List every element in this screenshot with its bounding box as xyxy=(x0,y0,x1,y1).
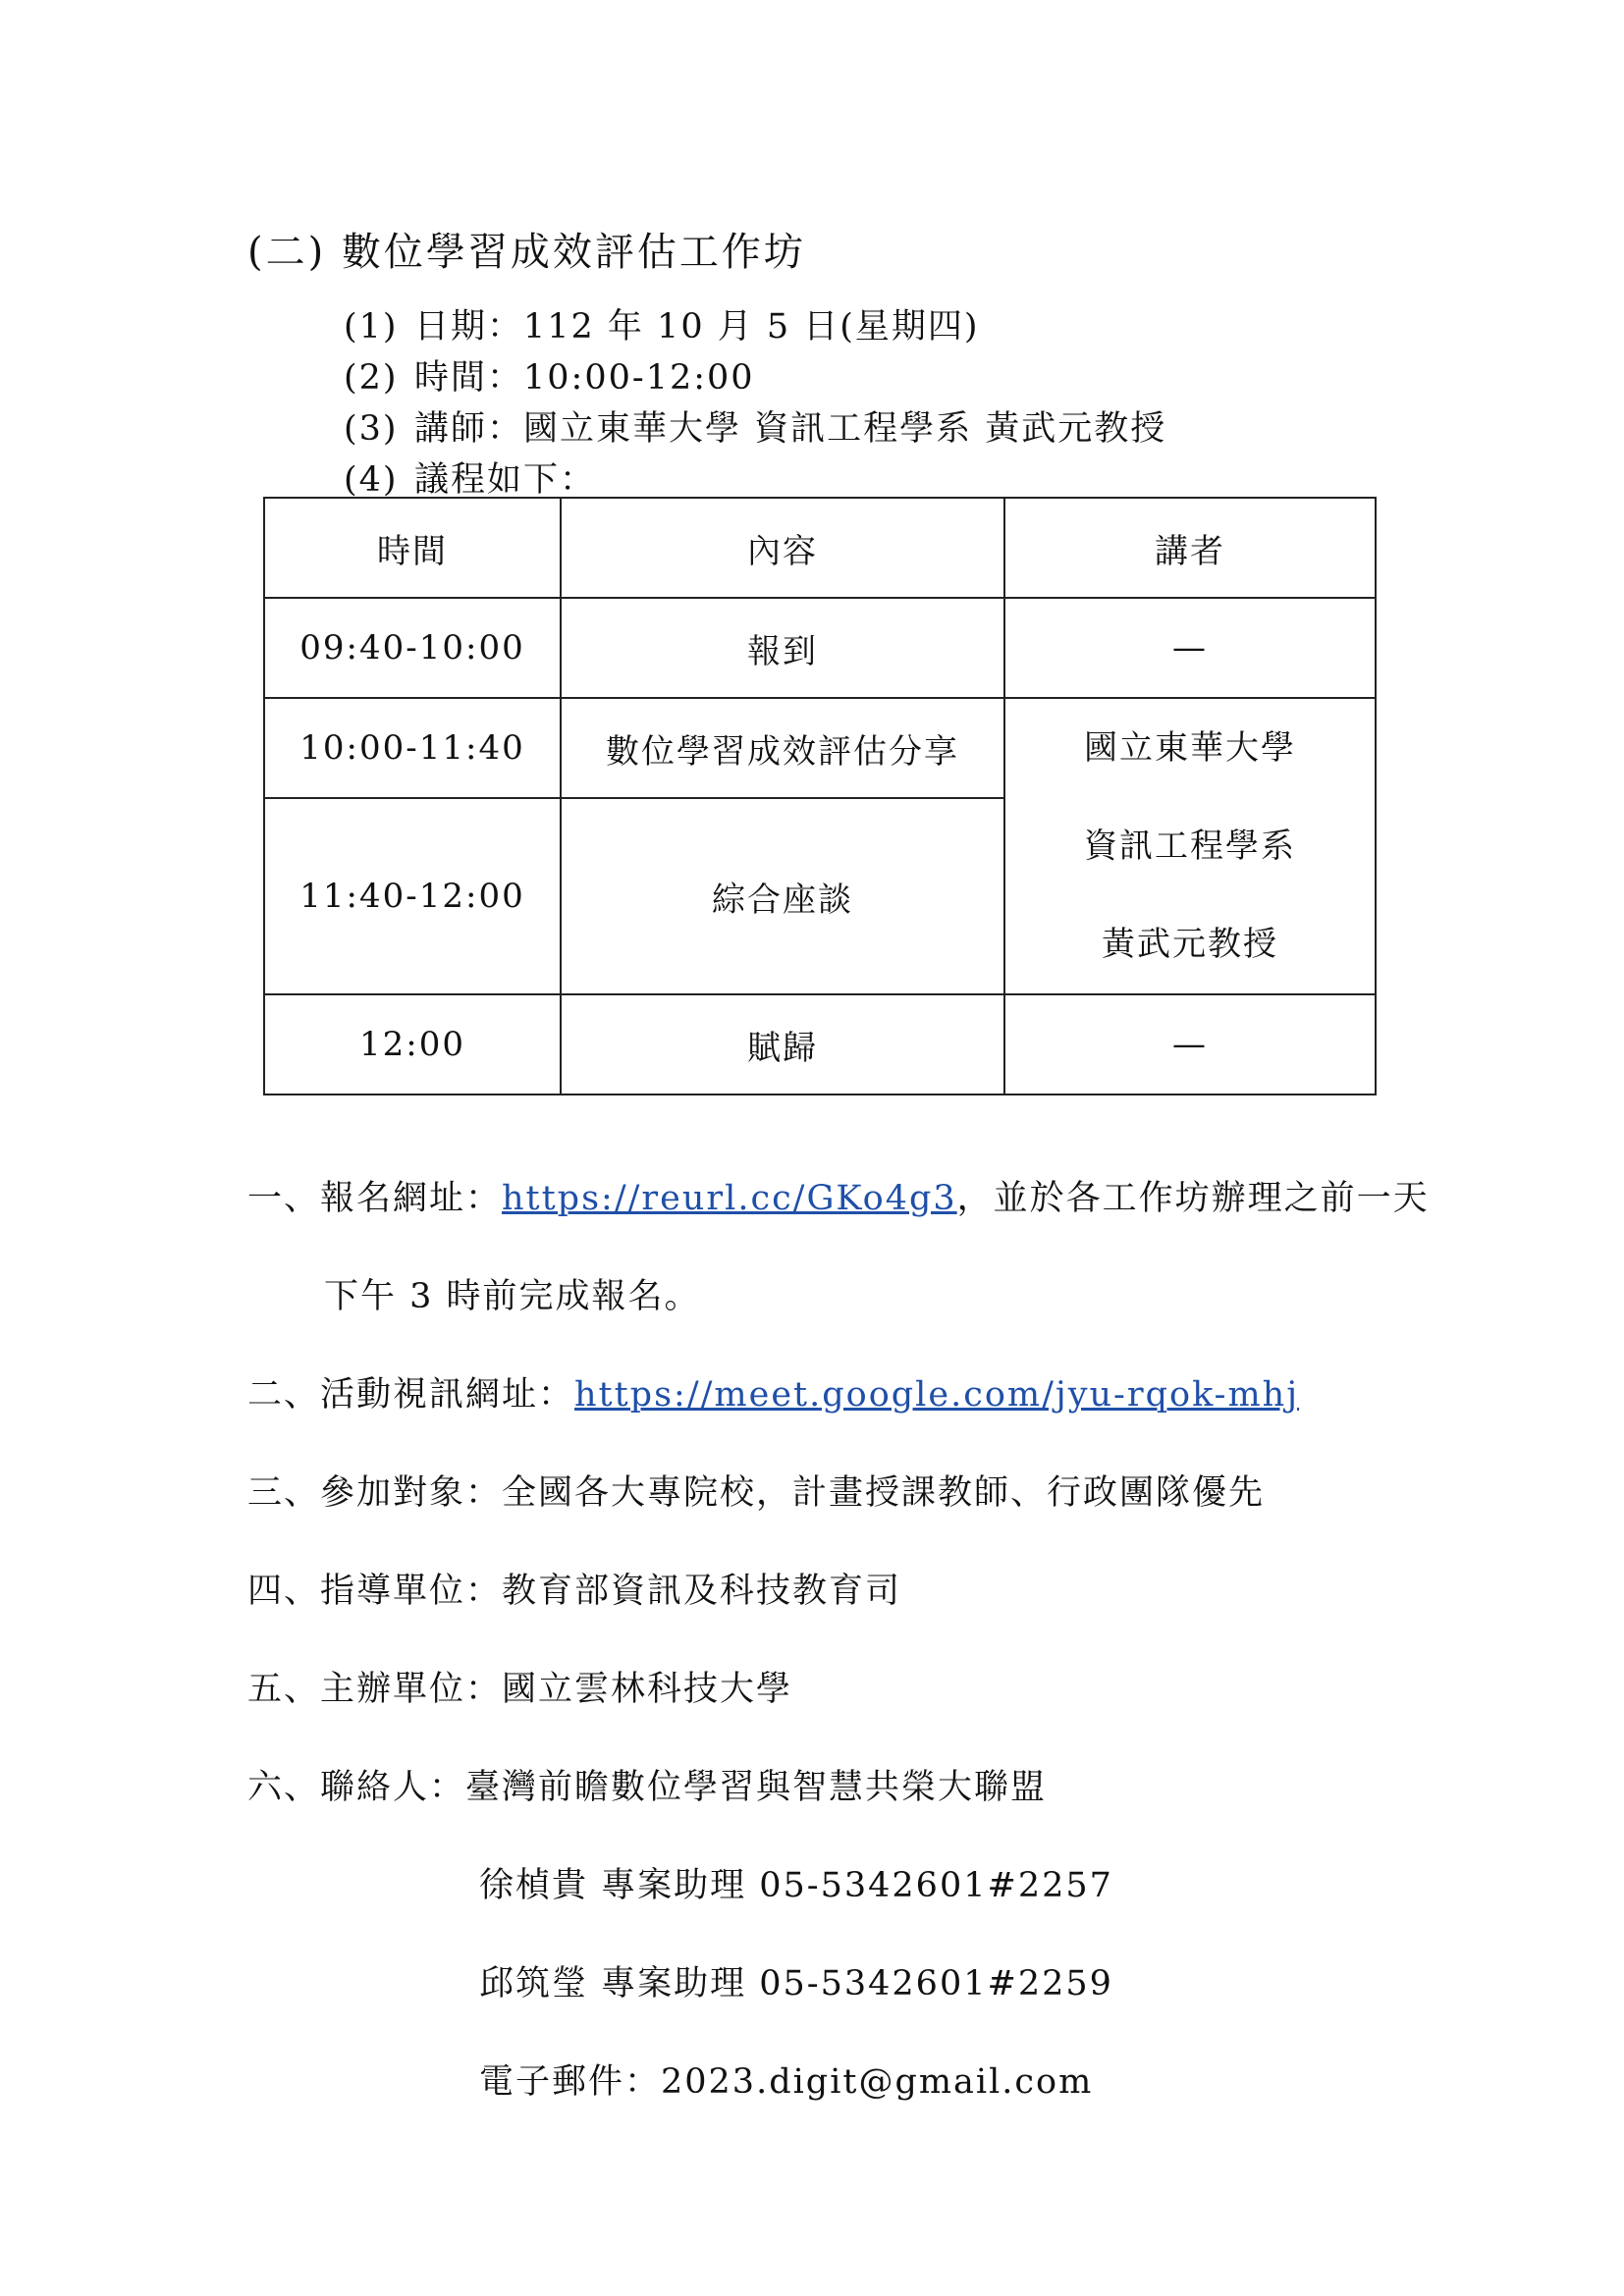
cell-shared-speaker xyxy=(1004,698,1376,994)
speaker-name: 黃武元教授 xyxy=(1102,925,1278,964)
registration-label: 一、報名網址： xyxy=(247,1179,503,1218)
cell-content: 數位學習成效評估分享 xyxy=(561,698,1004,798)
cell-content: 報到 xyxy=(561,598,1004,698)
header-content: 內容 xyxy=(561,498,1004,598)
section-heading: (二) 數位學習成效評估工作坊 xyxy=(247,230,806,275)
registration-deadline: 下午 3 時前完成報名。 xyxy=(324,1277,701,1316)
section-participants: 三、參加對象：全國各大專院校，計畫授課教師、行政團隊優先 xyxy=(247,1473,1266,1513)
table-row xyxy=(264,698,1376,798)
item-text: 講師：國立東華大學 資訊工程學系 黃武元教授 xyxy=(414,409,1167,449)
cell-time: 09:40-10:00 xyxy=(264,598,561,698)
item-time xyxy=(344,350,755,400)
contact-email: 電子郵件：2023.digit@gmail.com xyxy=(479,2062,1094,2102)
item-agenda xyxy=(344,453,596,502)
registration-link[interactable]: https://reurl.cc/GKo4g3 xyxy=(502,1179,957,1218)
table-header-row xyxy=(264,498,1376,598)
video-link[interactable]: https://meet.google.com/jyu-rqok-mhj xyxy=(574,1375,1300,1415)
cell-content: 綜合座談 xyxy=(561,798,1004,994)
header-speaker: 講者 xyxy=(1004,498,1376,598)
agenda-table xyxy=(263,497,1377,1095)
section-guidance: 四、指導單位：教育部資訊及科技教育司 xyxy=(247,1572,902,1611)
cell-time: 11:40-12:00 xyxy=(264,798,561,994)
item-number: (1) xyxy=(344,307,399,347)
cell-speaker: — xyxy=(1004,994,1376,1095)
item-date xyxy=(344,299,980,348)
item-text: 日期：112 年 10 月 5 日(星期四) xyxy=(414,307,980,347)
item-text: 時間：10:00-12:00 xyxy=(414,358,755,398)
table-row xyxy=(264,598,1376,698)
item-lecturer xyxy=(344,401,1166,451)
item-text: 議程如下： xyxy=(414,460,597,500)
item-number: (3) xyxy=(344,409,399,449)
section-registration xyxy=(247,1171,1430,1220)
section-organizer: 五、主辦單位：國立雲林科技大學 xyxy=(247,1670,793,1709)
header-time: 時間 xyxy=(264,498,561,598)
video-label: 二、活動視訊網址： xyxy=(247,1375,575,1415)
item-number: (4) xyxy=(344,460,399,500)
section-contact: 六、聯絡人：臺灣前瞻數位學習與智慧共榮大聯盟 xyxy=(247,1768,1048,1807)
speaker-university: 國立東華大學 xyxy=(1084,728,1296,768)
item-number: (2) xyxy=(344,358,399,398)
speaker-department: 資訊工程學系 xyxy=(1084,827,1296,866)
cell-speaker: — xyxy=(1004,598,1376,698)
section-video xyxy=(247,1367,1299,1416)
registration-note: ，並於各工作坊辦理之前一天 xyxy=(956,1179,1430,1218)
cell-content: 賦歸 xyxy=(561,994,1004,1095)
contact-person-1: 徐楨貴 專案助理 05-5342601#2257 xyxy=(479,1866,1113,1905)
table-row xyxy=(264,994,1376,1095)
cell-time: 12:00 xyxy=(264,994,561,1095)
cell-time: 10:00-11:40 xyxy=(264,698,561,798)
contact-person-2: 邱筑瑩 專案助理 05-5342601#2259 xyxy=(479,1964,1113,2003)
